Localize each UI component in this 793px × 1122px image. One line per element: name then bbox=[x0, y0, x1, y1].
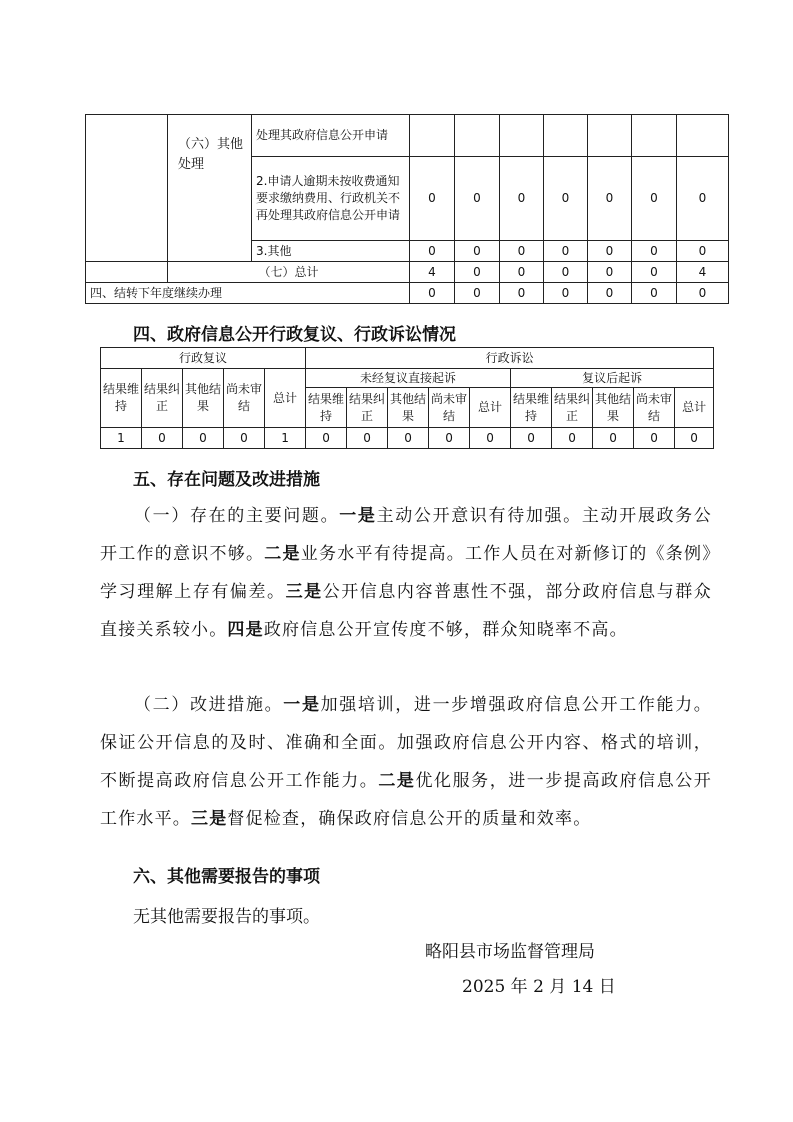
table-row bbox=[101, 428, 714, 449]
para-text: 加强培训，进一步增强政府信息公开工作能力。保证公开信息的及时、准确和全面。加强政府信息公开内容、格式的培训，不断提高政府信息公开工作能力。 bbox=[100, 695, 712, 791]
keyword: 一是 bbox=[283, 695, 321, 715]
section4-title: 四、政府信息公开行政复议、行政诉讼情况 bbox=[133, 325, 456, 345]
section6-text: 无其他需要报告的事项。 bbox=[133, 907, 320, 927]
table-row bbox=[86, 262, 729, 283]
column-header: 总计 bbox=[470, 388, 511, 428]
table-cell: 0 bbox=[429, 428, 470, 449]
column-header: 其他结果 bbox=[183, 369, 224, 428]
column-header: 结果维持 bbox=[101, 369, 142, 428]
table-cell: 0 bbox=[544, 262, 588, 283]
table-cell: 0 bbox=[455, 241, 500, 262]
problems-paragraph bbox=[100, 497, 712, 649]
table-cell: 0 bbox=[677, 157, 729, 241]
para-text: 业务水平有待提高。工作人员在对新修订的《条例》学习理解上存有偏差。 bbox=[100, 544, 712, 602]
keyword: 三是 bbox=[285, 582, 323, 602]
table-cell: 0 bbox=[455, 262, 500, 283]
after-header: 复议后起诉 bbox=[511, 369, 714, 388]
table-cell: 0 bbox=[306, 428, 347, 449]
section6-title: 六、其他需要报告的事项 bbox=[133, 867, 320, 887]
column-header: 总计 bbox=[265, 369, 306, 428]
table-cell: 0 bbox=[500, 283, 544, 304]
column-header: 其他结果 bbox=[593, 388, 634, 428]
column-header: 结果纠正 bbox=[552, 388, 593, 428]
column-header: 尚未审结 bbox=[634, 388, 675, 428]
table-cell: 0 bbox=[455, 283, 500, 304]
table-cell bbox=[677, 115, 729, 157]
review-header: 行政复议 bbox=[101, 348, 306, 369]
table-cell: 0 bbox=[410, 157, 455, 241]
table-cell: 0 bbox=[500, 262, 544, 283]
total-label: （七）总计 bbox=[168, 262, 410, 283]
column-header: 结果纠正 bbox=[142, 369, 183, 428]
table-cell: 0 bbox=[410, 283, 455, 304]
row-label: 3.其他 bbox=[252, 241, 410, 262]
table-cell: 0 bbox=[552, 428, 593, 449]
table-cell: 0 bbox=[675, 428, 714, 449]
table-cell bbox=[588, 115, 632, 157]
table-cell bbox=[455, 115, 500, 157]
table-row bbox=[86, 115, 729, 157]
table-cell: 4 bbox=[677, 262, 729, 283]
table-cell: 0 bbox=[677, 241, 729, 262]
keyword: 一是 bbox=[339, 506, 377, 526]
table-cell: 1 bbox=[101, 428, 142, 449]
column-header: 结果维持 bbox=[511, 388, 552, 428]
para-text: 主动公开意识有待加强。主动开展政务公开工作的意识不够。 bbox=[100, 506, 713, 564]
table-cell: 0 bbox=[511, 428, 552, 449]
table-cell: 0 bbox=[588, 283, 632, 304]
table-cell: 0 bbox=[632, 157, 677, 241]
table-cell: 0 bbox=[634, 428, 675, 449]
review-litigation-table bbox=[100, 347, 714, 449]
carry-label: 四、结转下年度继续办理 bbox=[86, 283, 410, 304]
para-text: 优化服务，进一步提高政府信息公开工作水平。 bbox=[100, 771, 713, 829]
category-cell: （六）其他处理 bbox=[168, 115, 252, 262]
column-header: 尚未审结 bbox=[429, 388, 470, 428]
table-cell: 0 bbox=[183, 428, 224, 449]
table-cell: 0 bbox=[347, 428, 388, 449]
table-cell: 0 bbox=[588, 262, 632, 283]
table-cell: 0 bbox=[455, 157, 500, 241]
table-cell: 4 bbox=[410, 262, 455, 283]
para-text: 政府信息公开宣传度不够，群众知晓率不高。 bbox=[263, 620, 628, 640]
column-header: 其他结果 bbox=[388, 388, 429, 428]
table-cell: 0 bbox=[500, 241, 544, 262]
disposal-table bbox=[85, 114, 729, 304]
column-header: 尚未审结 bbox=[224, 369, 265, 428]
table-row bbox=[86, 283, 729, 304]
keyword: 二是 bbox=[378, 771, 416, 791]
blank-cell bbox=[86, 115, 168, 262]
keyword: 二是 bbox=[264, 544, 301, 564]
table-cell: 0 bbox=[388, 428, 429, 449]
table-cell: 0 bbox=[544, 241, 588, 262]
table-cell: 0 bbox=[588, 157, 632, 241]
table-cell: 0 bbox=[632, 283, 677, 304]
row-label: 2.申请人逾期未按收费通知要求缴纳费用、行政机关不再处理其政府信息公开申请 bbox=[252, 157, 410, 241]
table-cell: 0 bbox=[224, 428, 265, 449]
table-cell: 0 bbox=[593, 428, 634, 449]
table-cell: 0 bbox=[500, 157, 544, 241]
table-cell bbox=[544, 115, 588, 157]
para-lead: （一）存在的主要问题。 bbox=[134, 506, 340, 526]
table-cell: 0 bbox=[142, 428, 183, 449]
para-lead: （二）改进措施。 bbox=[134, 695, 284, 715]
direct-header: 未经复议直接起诉 bbox=[306, 369, 511, 388]
table-row bbox=[101, 348, 714, 369]
litigation-header: 行政诉讼 bbox=[306, 348, 714, 369]
blank-cell bbox=[86, 262, 168, 283]
column-header: 结果纠正 bbox=[347, 388, 388, 428]
keyword: 三是 bbox=[191, 809, 228, 829]
table-cell bbox=[632, 115, 677, 157]
keyword: 四是 bbox=[227, 620, 264, 640]
table-cell: 0 bbox=[632, 262, 677, 283]
column-header: 结果维持 bbox=[306, 388, 347, 428]
table-cell: 0 bbox=[544, 157, 588, 241]
measures-paragraph bbox=[100, 686, 712, 838]
table-cell: 0 bbox=[588, 241, 632, 262]
table-cell bbox=[500, 115, 544, 157]
table-cell bbox=[410, 115, 455, 157]
table-cell: 0 bbox=[544, 283, 588, 304]
date: 2025 年 2 月 14 日 bbox=[462, 977, 616, 997]
table-cell: 0 bbox=[410, 241, 455, 262]
table-row bbox=[101, 369, 714, 388]
table-cell: 0 bbox=[632, 241, 677, 262]
column-header: 总计 bbox=[675, 388, 714, 428]
table-cell: 0 bbox=[677, 283, 729, 304]
signature: 略阳县市场监督管理局 bbox=[425, 942, 595, 962]
section5-title: 五、存在问题及改进措施 bbox=[133, 470, 320, 490]
para-text: 公开信息内容普惠性不强，部分政府信息与群众直接关系较小。 bbox=[100, 582, 713, 640]
para-text: 督促检查，确保政府信息公开的质量和效率。 bbox=[227, 809, 592, 829]
row-label: 处理其政府信息公开申请 bbox=[252, 115, 410, 157]
table-cell: 0 bbox=[470, 428, 511, 449]
table-cell: 1 bbox=[265, 428, 306, 449]
